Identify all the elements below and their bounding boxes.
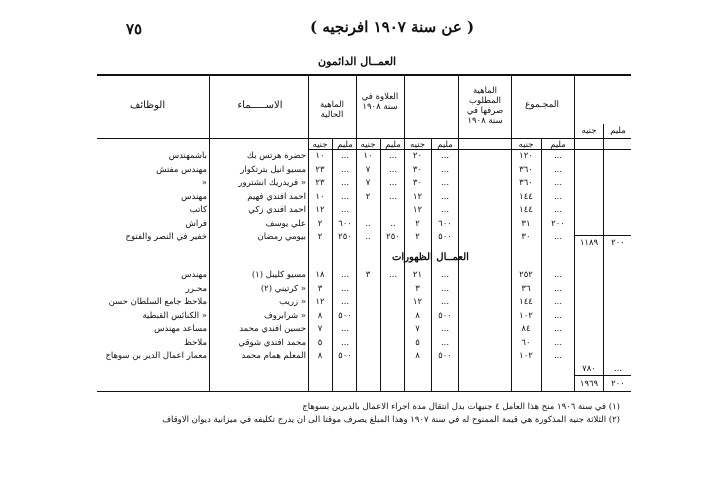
sub-m-raise: مليم bbox=[385, 140, 401, 150]
cell-cur-m: ... bbox=[340, 164, 350, 175]
cell-req-m: ... bbox=[440, 324, 450, 334]
col-sep-req bbox=[458, 76, 459, 391]
table-top-rule bbox=[97, 74, 631, 76]
cell-func: « الكنائس القبطية bbox=[142, 310, 207, 321]
cell-tot-j: ١٠٢ bbox=[519, 351, 533, 361]
cell-cur-j: ١٢ bbox=[315, 205, 325, 215]
cell-req-m: ... bbox=[440, 178, 450, 188]
col-header-requested: الماهية المطلوب صرفها في سنة ١٩٠٨ bbox=[466, 86, 504, 126]
cell-tot-m: ... bbox=[553, 151, 563, 161]
cell-tot-m: ... bbox=[553, 351, 563, 361]
col-sep-func bbox=[209, 76, 210, 391]
cell-raise-j: ١٠ bbox=[363, 151, 373, 161]
cell-name: المعلم همام محمد bbox=[241, 351, 306, 361]
cell-cur-j: ٨ bbox=[317, 310, 323, 321]
cell-req-m: ... bbox=[440, 283, 450, 294]
sub-m-cur: مليم bbox=[337, 140, 353, 150]
cell-req-j: ١٢ bbox=[412, 297, 423, 307]
cell-tot-m: ... bbox=[553, 164, 563, 175]
temporary-total-millieme: ... bbox=[613, 364, 623, 374]
cell-name: « شرابروف bbox=[263, 310, 306, 321]
cell-tot-m: ... bbox=[553, 324, 563, 334]
split-grand bbox=[603, 124, 604, 391]
cell-raise-j: ٣ bbox=[365, 270, 371, 280]
permanent-total-underline bbox=[574, 235, 631, 236]
cell-cur-j: ٢٣ bbox=[315, 164, 325, 175]
section-title-permanent: العمــال الدائمون bbox=[318, 55, 397, 68]
cell-req-j: ١٢ bbox=[412, 191, 423, 202]
cell-cur-m: ٥٠٠ bbox=[338, 351, 352, 361]
cell-cur-m: ٦٠٠ bbox=[338, 218, 352, 229]
col-header-total: المجـموع bbox=[524, 100, 560, 110]
cell-cur-m: ٢٥٠ bbox=[338, 232, 352, 242]
cell-name: مسيو انيل بترتكوار bbox=[240, 164, 306, 175]
cell-tot-j: ٨٤ bbox=[521, 324, 531, 334]
cell-name: « فريدريك انشترور bbox=[238, 178, 306, 188]
cell-cur-m: ٥٠٠ bbox=[338, 310, 352, 321]
cell-req-m: ... bbox=[440, 191, 450, 202]
cell-func: مساعد مهندس bbox=[154, 324, 207, 334]
cell-tot-j: ٦٠ bbox=[521, 337, 531, 348]
cell-tot-m: ... bbox=[553, 297, 563, 307]
cell-raise-m: ... bbox=[388, 270, 398, 280]
cell-tot-j: ٢٥٢ bbox=[519, 270, 533, 280]
cell-raise-j: .. bbox=[365, 218, 371, 229]
cell-func: معمار اعمال الدير بن سوهاج bbox=[105, 351, 207, 361]
cell-raise-m: ٢٥٠ bbox=[386, 232, 400, 242]
cell-req-m: ٥٠٠ bbox=[438, 310, 452, 321]
cell-req-m: ... bbox=[440, 151, 450, 161]
cell-raise-m: ... bbox=[388, 164, 398, 175]
cell-name: علي يوسف bbox=[265, 218, 306, 229]
cell-cur-j: ٢ bbox=[317, 218, 323, 229]
cell-func: ملاحظ bbox=[184, 337, 207, 348]
cell-func: مهندس مفتش bbox=[156, 164, 207, 175]
cell-func: محـرر bbox=[185, 283, 207, 294]
cell-tot-j: ١٢٠ bbox=[519, 151, 533, 161]
cell-req-j: ٥ bbox=[415, 337, 420, 348]
cell-func: كاتب bbox=[189, 205, 207, 215]
cell-cur-j: ١٠ bbox=[315, 151, 325, 161]
cell-cur-j: ٨ bbox=[317, 351, 323, 361]
sub-j-grand: جنيه bbox=[581, 126, 597, 136]
sub-j-raise: جنيه bbox=[360, 140, 376, 150]
cell-cur-m: ... bbox=[340, 337, 350, 348]
cell-func: فراش bbox=[185, 218, 207, 229]
cell-cur-j: ٧ bbox=[317, 324, 323, 334]
col-header-functions: الوظائف bbox=[130, 100, 166, 111]
header-bottom-rule bbox=[97, 138, 631, 139]
cell-tot-j: ١٤٤ bbox=[519, 205, 533, 215]
split-cur bbox=[332, 138, 333, 391]
cell-cur-j: ١٠ bbox=[315, 191, 325, 202]
cell-tot-m: ... bbox=[553, 337, 563, 348]
cell-tot-m: ... bbox=[553, 283, 563, 294]
temporary-total-pound: ٧٨٠ bbox=[582, 364, 596, 374]
cell-raise-m: .. bbox=[390, 218, 396, 229]
cell-req-m: ... bbox=[440, 164, 450, 175]
cell-req-m: ... bbox=[440, 205, 450, 215]
cell-name: حسين افندي محمد bbox=[239, 324, 306, 334]
cell-func: باشمهندس bbox=[168, 151, 207, 161]
cell-cur-m: ... bbox=[340, 205, 350, 215]
cell-func: ملاحظ جامع السلطان حسن bbox=[108, 297, 207, 307]
sub-j-cur: جنيه bbox=[312, 140, 328, 150]
cell-cur-m: ... bbox=[340, 178, 350, 188]
cell-raise-m: ... bbox=[388, 191, 398, 202]
cell-req-j: ١٢ bbox=[412, 205, 423, 215]
cell-tot-m: ... bbox=[553, 205, 563, 215]
cell-cur-j: ٥ bbox=[317, 337, 323, 348]
cell-req-j: ٨ bbox=[415, 310, 420, 321]
cell-raise-j: ٧ bbox=[365, 164, 371, 175]
cell-req-j: ٣ bbox=[415, 283, 420, 294]
cell-name: احمد افندي فهيم bbox=[247, 191, 306, 202]
split-raise bbox=[380, 138, 381, 391]
cell-cur-j: ١٢ bbox=[315, 297, 325, 307]
split-req bbox=[431, 138, 432, 391]
cell-raise-m: ... bbox=[388, 178, 398, 188]
sub-m-grand: مليم bbox=[610, 126, 626, 136]
cell-req-j: ٣٠ bbox=[412, 164, 423, 175]
cell-tot-j: ٣٦٠ bbox=[519, 178, 533, 188]
sub-j-tot: جنيه bbox=[518, 140, 534, 150]
col-header-raise: العلاوة في سنة ١٩٠٨ bbox=[361, 92, 399, 112]
cell-tot-j: ١٠٢ bbox=[519, 310, 533, 321]
cell-func: خفير في النصر والفتوح bbox=[125, 232, 207, 242]
permanent-total-pound: ١١٨٩ bbox=[579, 238, 599, 248]
cell-tot-j: ١٤٤ bbox=[519, 297, 533, 307]
cell-req-j: ٢ bbox=[415, 232, 420, 242]
col-sep-grand bbox=[574, 76, 575, 391]
sub-m-tot: مليم bbox=[550, 140, 566, 150]
cell-tot-m: ... bbox=[553, 310, 563, 321]
cell-name: « زريب bbox=[279, 297, 306, 307]
cell-cur-m: ... bbox=[340, 270, 350, 280]
cell-func: مهندس bbox=[181, 270, 207, 280]
cell-name: احمد افندي زكي bbox=[248, 205, 306, 215]
cell-req-j: ٢ bbox=[415, 218, 420, 229]
cell-req-m: ٦٠٠ bbox=[438, 218, 452, 229]
cell-req-j: ٣٠ bbox=[412, 178, 423, 188]
cell-tot-j: ٣٦ bbox=[521, 283, 531, 294]
cell-raise-j: ٧ bbox=[365, 178, 371, 188]
cell-req-m: ... bbox=[440, 337, 450, 348]
cell-cur-j: ٢٣ bbox=[315, 178, 325, 188]
cell-cur-m: ... bbox=[340, 191, 350, 202]
cell-cur-m: ... bbox=[340, 283, 350, 294]
cell-cur-j: ١٨ bbox=[315, 270, 325, 280]
cell-cur-m: ... bbox=[340, 151, 350, 161]
cell-name: مسيو كليبل (١) bbox=[251, 270, 306, 280]
cell-req-m: ... bbox=[440, 270, 450, 280]
cell-raise-j: ٢ bbox=[365, 191, 371, 202]
cell-req-m: ... bbox=[440, 297, 450, 307]
cell-cur-m: ... bbox=[340, 324, 350, 334]
cell-tot-m: ... bbox=[553, 232, 563, 242]
page-number: ٧٥ bbox=[126, 20, 143, 38]
cell-tot-j: ٣٦٠ bbox=[519, 164, 533, 175]
cell-raise-j: .. bbox=[365, 232, 371, 242]
cell-tot-m: ... bbox=[553, 178, 563, 188]
col-header-current-salary: الماهية الحالية bbox=[319, 100, 345, 120]
cell-tot-m: ... bbox=[553, 270, 563, 280]
cell-name: حضرة هرتس بك bbox=[246, 151, 306, 161]
cell-tot-m: ... bbox=[553, 191, 563, 202]
cell-func: مهندس bbox=[181, 191, 207, 202]
table-bottom-rule bbox=[97, 391, 631, 392]
cell-cur-m: ... bbox=[340, 297, 350, 307]
cell-tot-j: ٣٠ bbox=[521, 232, 531, 242]
cell-req-m: ٥٠٠ bbox=[438, 232, 452, 242]
cell-raise-m: ... bbox=[388, 151, 398, 161]
cell-tot-m: ٢٠٠ bbox=[551, 218, 565, 229]
cell-cur-j: ٣ bbox=[317, 283, 323, 294]
footnote-1: (١) في سنة ١٩٠٦ منح هذا العامل ٤ جنيهات بدل انتقال مدة اجراء الاعمال بالديرين بسوهاج bbox=[302, 402, 620, 412]
cell-name: بيومي رمضان bbox=[257, 232, 306, 242]
cell-req-j: ٢١ bbox=[412, 270, 423, 280]
sub-m-req: مليم bbox=[437, 140, 453, 150]
permanent-total-millieme: ٢٠٠ bbox=[611, 238, 625, 248]
col-header-names: الاســـــماء bbox=[237, 100, 283, 111]
cell-name: « كرتيني (٢) bbox=[260, 283, 306, 294]
cell-tot-j: ١٤٤ bbox=[519, 191, 533, 202]
page-header-title: ( عن سنة ١٩٠٧ افرنجيه ) bbox=[310, 18, 475, 36]
grand-total-pound: ١٩٦٩ bbox=[579, 379, 599, 389]
cell-req-j: ٢٠ bbox=[412, 151, 423, 161]
section-title-temporary: العمــال الظهورات bbox=[392, 252, 469, 263]
cell-func: « bbox=[201, 178, 207, 188]
cell-cur-j: ٢ bbox=[317, 232, 323, 242]
grand-total-millieme: ٢٠٠ bbox=[611, 379, 625, 389]
cell-req-m: ٥٠٠ bbox=[438, 351, 452, 361]
cell-name: محمد افندي شوقي bbox=[238, 337, 306, 348]
footnote-2: (٢) الثلاثة جنيه المذكورة هي قيمة الممنوح له في سنة ١٩٠٧ وهذا المبلغ يصرف موقتا الى ان يدرج تكليفه في ميزانية ديوان الاوقاف bbox=[162, 415, 620, 425]
cell-req-j: ٧ bbox=[415, 324, 420, 334]
split-tot bbox=[541, 138, 542, 391]
cell-req-j: ٨ bbox=[415, 351, 420, 361]
cell-tot-j: ٣١ bbox=[521, 218, 531, 229]
sub-j-req: جنيه bbox=[410, 140, 425, 150]
